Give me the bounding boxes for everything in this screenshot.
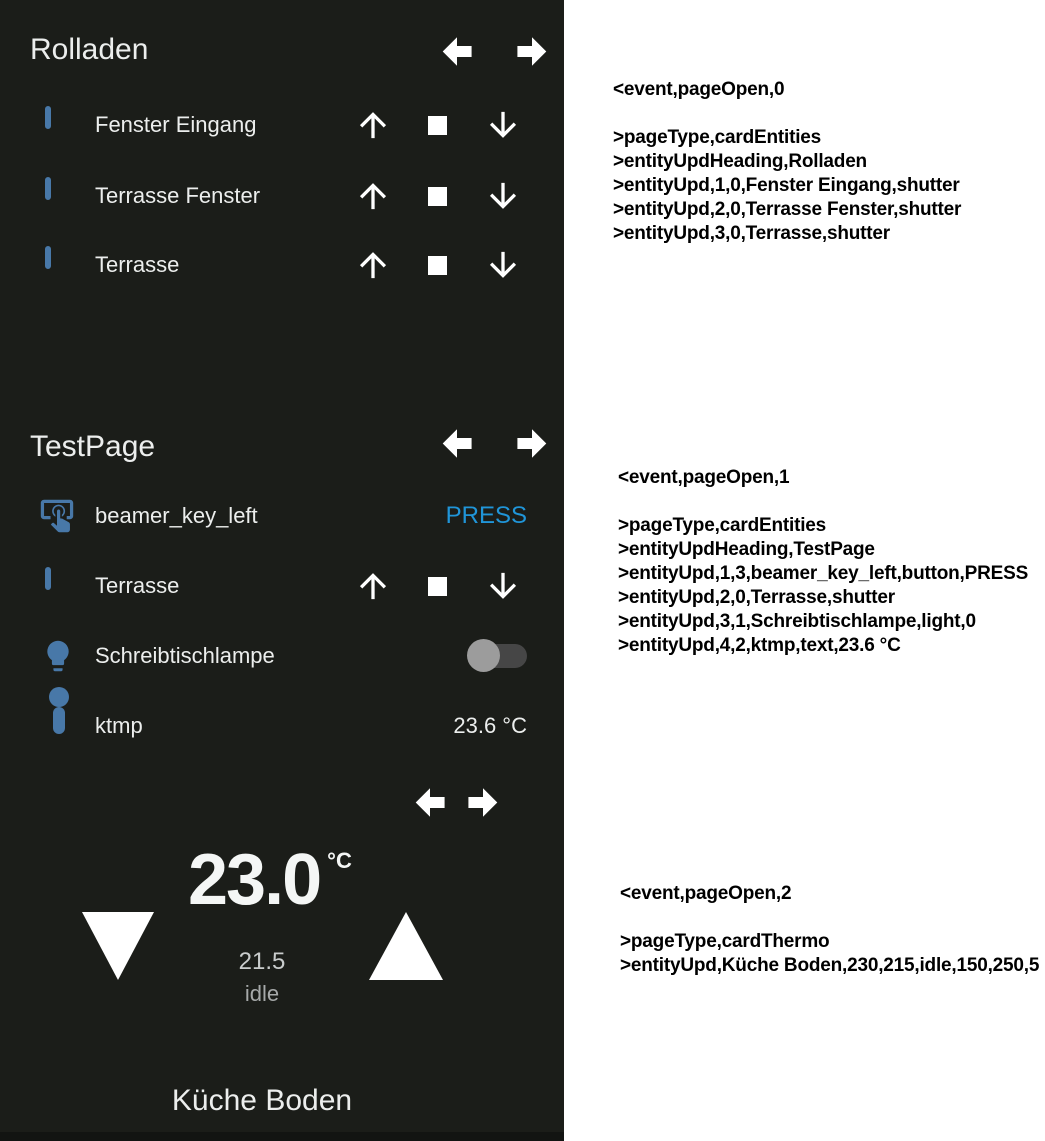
protocol-line: >pageType,cardEntities	[618, 515, 827, 536]
shutter-down-button[interactable]	[488, 562, 518, 610]
shutter-icon	[45, 106, 51, 129]
arrow-up-icon	[359, 572, 387, 600]
arrow-left-bold-icon	[411, 787, 449, 818]
shutter-icon	[45, 567, 51, 590]
protocol-block-page2	[620, 882, 1039, 978]
shutter-icon	[45, 177, 51, 200]
protocol-line: >entityUpd,2,0,Terrasse Fenster,shutter	[613, 199, 962, 220]
shutter-stop-button[interactable]	[422, 172, 452, 220]
protocol-line: >entityUpd,2,0,Terrasse,shutter	[618, 587, 895, 608]
protocol-line: >entityUpd,3,0,Terrasse,shutter	[613, 223, 890, 244]
shutter-up-button[interactable]	[358, 241, 388, 289]
stop-square-icon	[428, 256, 447, 275]
arrow-up-icon	[359, 111, 387, 139]
toggle-knob	[467, 639, 500, 672]
arrow-right-bold-icon	[464, 787, 502, 818]
nav-next-button[interactable]	[513, 36, 551, 67]
shutter-up-button[interactable]	[358, 562, 388, 610]
entity-label: Fenster Eingang	[95, 112, 257, 137]
shutter-icon	[45, 246, 51, 269]
arrow-down-icon	[489, 572, 517, 600]
arrow-right-bold-icon	[513, 428, 551, 459]
spacer	[613, 102, 961, 126]
arrow-up-icon	[359, 182, 387, 210]
entity-row	[0, 241, 564, 289]
nav-prev-button[interactable]	[438, 36, 476, 67]
protocol-line: >entityUpd,1,3,beamer_key_left,button,PRESS	[618, 563, 1029, 584]
entity-label: Terrasse	[95, 573, 180, 598]
shutter-up-button[interactable]	[358, 172, 388, 220]
entity-row	[0, 562, 564, 610]
protocol-line: >entityUpd,1,0,Fenster Eingang,shutter	[613, 175, 960, 196]
arrow-up-icon	[359, 251, 387, 279]
arrow-left-bold-icon	[438, 36, 476, 67]
light-toggle-switch[interactable]	[467, 639, 527, 673]
shutter-stop-button[interactable]	[422, 241, 452, 289]
protocol-block-page1	[618, 466, 1028, 658]
entity-label: ktmp	[95, 713, 143, 738]
entity-row	[0, 101, 564, 149]
current-temperature	[188, 840, 352, 920]
shutter-down-button[interactable]	[488, 241, 518, 289]
shutter-down-button[interactable]	[488, 172, 518, 220]
arrow-left-bold-icon	[438, 428, 476, 459]
entity-label: Terrasse	[95, 252, 180, 277]
protocol-line: >pageType,cardEntities	[613, 127, 822, 148]
arrow-down-icon	[489, 251, 517, 279]
card-title: Rolladen	[30, 33, 149, 66]
stop-square-icon	[428, 577, 447, 596]
protocol-line: >entityUpd,Küche Boden,230,215,idle,150,250,5	[620, 955, 1040, 976]
protocol-event-line: <event,pageOpen,1	[618, 467, 790, 488]
protocol-block-page0	[613, 78, 961, 246]
entity-row	[0, 172, 564, 220]
shutter-up-button[interactable]	[358, 101, 388, 149]
current-temp-value: 23.0	[188, 840, 321, 920]
protocol-line: >pageType,cardThermo	[620, 931, 830, 952]
entity-label: Schreibtischlampe	[95, 643, 275, 668]
stop-square-icon	[428, 187, 447, 206]
temp-increase-button[interactable]	[369, 912, 443, 980]
lightbulb-icon	[42, 640, 74, 677]
temp-decrease-button[interactable]	[82, 912, 154, 980]
shutter-stop-button[interactable]	[422, 562, 452, 610]
entity-value-text: 23.6 °C	[453, 713, 527, 738]
target-temperature: 21.5	[238, 948, 286, 975]
shutter-down-button[interactable]	[488, 101, 518, 149]
gesture-tap-button-icon	[40, 499, 74, 538]
press-button[interactable]: PRESS	[445, 502, 527, 529]
nav-prev-button[interactable]	[438, 428, 476, 459]
spacer	[618, 490, 1028, 514]
protocol-line: >entityUpd,3,1,Schreibtischlampe,light,0	[618, 611, 976, 632]
card-title: TestPage	[30, 430, 156, 463]
nav-next-button[interactable]	[464, 787, 502, 818]
spacer	[620, 906, 1039, 930]
protocol-event-line: <event,pageOpen,2	[620, 883, 792, 904]
panel-bottom-bezel	[0, 1132, 564, 1141]
arrow-right-bold-icon	[513, 36, 551, 67]
protocol-line: >entityUpdHeading,TestPage	[618, 539, 875, 560]
entity-label: beamer_key_left	[95, 503, 258, 528]
entity-row	[0, 492, 564, 540]
protocol-line: >entityUpd,4,2,ktmp,text,23.6 °C	[618, 635, 901, 656]
entity-row	[0, 632, 564, 680]
protocol-event-line: <event,pageOpen,0	[613, 79, 785, 100]
nav-next-button[interactable]	[513, 428, 551, 459]
thermostat-title: Küche Boden	[171, 1084, 353, 1117]
temp-unit: °C	[327, 848, 352, 873]
stop-square-icon	[428, 116, 447, 135]
protocol-line: >entityUpdHeading,Rolladen	[613, 151, 867, 172]
entity-label: Terrasse Fenster	[95, 183, 261, 208]
thermostat-state: idle	[244, 981, 280, 1006]
nav-prev-button[interactable]	[411, 787, 449, 818]
shutter-stop-button[interactable]	[422, 101, 452, 149]
arrow-down-icon	[489, 182, 517, 210]
entity-row	[0, 702, 564, 750]
arrow-down-icon	[489, 111, 517, 139]
